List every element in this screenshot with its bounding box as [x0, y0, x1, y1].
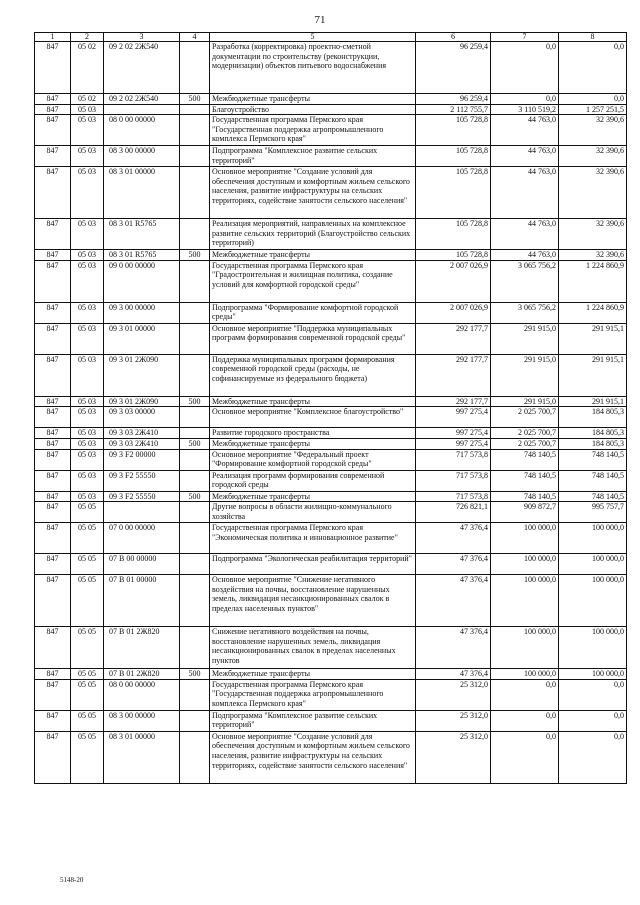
expense-type-code: [180, 428, 210, 439]
expense-type-code: 500: [180, 491, 210, 502]
amount-year-3: 32 390,6: [559, 115, 627, 146]
section-code: 05 03: [71, 396, 104, 407]
table-row: [35, 115, 627, 146]
amount-year-1: 47 376,4: [416, 669, 491, 680]
amount-year-3: 184 805,3: [559, 407, 627, 428]
expense-type-code: [180, 42, 210, 94]
amount-year-2: 291 915,0: [491, 323, 559, 354]
chapter-code: 847: [35, 491, 71, 502]
target-article-code: 09 3 F2 55550: [104, 491, 180, 502]
amount-year-2: 100 000,0: [491, 523, 559, 554]
target-article-code: [104, 502, 180, 523]
section-code: 05 03: [71, 219, 104, 250]
item-name: Государственная программа Пермского края "Градостроительная и жилищная политика, создание условий для комфортной городской среды": [210, 260, 416, 302]
column-number: 4: [180, 33, 210, 42]
amount-year-1: 997 275,4: [416, 428, 491, 439]
item-name: Благоустройство: [210, 104, 416, 115]
section-code: 05 03: [71, 438, 104, 449]
target-article-code: 09 3 F2 55550: [104, 470, 180, 491]
target-article-code: 08 3 01 R5765: [104, 250, 180, 261]
table-row: [35, 302, 627, 323]
amount-year-1: 717 573,8: [416, 449, 491, 470]
item-name: Снижение негативного воздействия на почвы, восстановление нарушенных земель, ликвидация несанкционированных свалок в пределах населенных пунктов: [210, 627, 416, 669]
table-row: [35, 250, 627, 261]
item-name: Межбюджетные трансферты: [210, 396, 416, 407]
amount-year-2: 909 872,7: [491, 502, 559, 523]
amount-year-3: 100 000,0: [559, 575, 627, 627]
section-code: 05 03: [71, 491, 104, 502]
amount-year-2: 0,0: [491, 710, 559, 731]
table-row: [35, 710, 627, 731]
column-number: 3: [104, 33, 180, 42]
amount-year-1: 997 275,4: [416, 407, 491, 428]
table-row: [35, 470, 627, 491]
item-name: Подпрограмма "Комплексное развитие сельских территорий": [210, 146, 416, 167]
chapter-code: 847: [35, 470, 71, 491]
expense-type-code: 500: [180, 438, 210, 449]
amount-year-2: 100 000,0: [491, 554, 559, 575]
section-code: 05 03: [71, 470, 104, 491]
amount-year-3: 995 757,7: [559, 502, 627, 523]
section-code: 05 05: [71, 627, 104, 669]
table-row: [35, 449, 627, 470]
expense-type-code: [180, 502, 210, 523]
chapter-code: 847: [35, 146, 71, 167]
target-article-code: 09 3 03 2Ж410: [104, 438, 180, 449]
amount-year-1: 47 376,4: [416, 627, 491, 669]
column-number-row: [35, 33, 627, 42]
table-row: [35, 407, 627, 428]
expense-type-code: [180, 470, 210, 491]
amount-year-2: 2 025 700,7: [491, 428, 559, 439]
amount-year-1: 105 728,8: [416, 146, 491, 167]
chapter-code: 847: [35, 731, 71, 783]
amount-year-2: 3 065 756,2: [491, 302, 559, 323]
chapter-code: 847: [35, 42, 71, 94]
amount-year-1: 105 728,8: [416, 115, 491, 146]
target-article-code: 09 3 01 00000: [104, 323, 180, 354]
amount-year-1: 717 573,8: [416, 491, 491, 502]
section-code: 05 05: [71, 679, 104, 710]
expense-type-code: [180, 679, 210, 710]
target-article-code: 09 3 03 2Ж410: [104, 428, 180, 439]
amount-year-2: 3 110 519,2: [491, 104, 559, 115]
section-code: 05 02: [71, 94, 104, 105]
amount-year-2: 2 025 700,7: [491, 438, 559, 449]
amount-year-3: 184 805,3: [559, 438, 627, 449]
item-name: Подпрограмма "Комплексное развитие сельских территорий": [210, 710, 416, 731]
expense-type-code: [180, 146, 210, 167]
target-article-code: 08 3 00 00000: [104, 146, 180, 167]
target-article-code: 08 3 00 00000: [104, 710, 180, 731]
expense-type-code: [180, 449, 210, 470]
chapter-code: 847: [35, 250, 71, 261]
table-row: [35, 575, 627, 627]
item-name: Основное мероприятие "Поддержка муниципальных программ формирования современной городской среды": [210, 323, 416, 354]
table-row: [35, 491, 627, 502]
target-article-code: 07 B 01 2Ж820: [104, 627, 180, 669]
chapter-code: 847: [35, 669, 71, 680]
amount-year-1: 2 007 026,9: [416, 260, 491, 302]
amount-year-3: 32 390,6: [559, 219, 627, 250]
expense-type-code: [180, 219, 210, 250]
expense-type-code: [180, 407, 210, 428]
amount-year-1: 717 573,8: [416, 470, 491, 491]
chapter-code: 847: [35, 354, 71, 396]
amount-year-3: 0,0: [559, 42, 627, 94]
target-article-code: 09 3 F2 00000: [104, 449, 180, 470]
target-article-code: 08 0 00 00000: [104, 115, 180, 146]
section-code: 05 05: [71, 710, 104, 731]
amount-year-3: 32 390,6: [559, 250, 627, 261]
section-code: 05 05: [71, 523, 104, 554]
item-name: Реализация мероприятий, направленных на комплексное развитие сельских территорий (Благоустройство сельских территорий): [210, 219, 416, 250]
amount-year-2: 3 065 756,2: [491, 260, 559, 302]
amount-year-1: 292 177,7: [416, 354, 491, 396]
amount-year-1: 997 275,4: [416, 438, 491, 449]
expense-type-code: [180, 627, 210, 669]
amount-year-2: 44 763,0: [491, 250, 559, 261]
section-code: 05 03: [71, 449, 104, 470]
item-name: Межбюджетные трансферты: [210, 250, 416, 261]
target-article-code: 07 B 01 00000: [104, 575, 180, 627]
section-code: 05 03: [71, 115, 104, 146]
chapter-code: 847: [35, 323, 71, 354]
table-row: [35, 669, 627, 680]
item-name: Межбюджетные трансферты: [210, 94, 416, 105]
table-row: [35, 438, 627, 449]
amount-year-3: 32 390,6: [559, 167, 627, 219]
amount-year-1: 2 007 026,9: [416, 302, 491, 323]
amount-year-1: 47 376,4: [416, 523, 491, 554]
chapter-code: 847: [35, 167, 71, 219]
expense-type-code: 500: [180, 94, 210, 105]
amount-year-1: 2 112 755,7: [416, 104, 491, 115]
table-row: [35, 428, 627, 439]
section-code: 05 03: [71, 146, 104, 167]
amount-year-2: 44 763,0: [491, 146, 559, 167]
section-code: 05 03: [71, 260, 104, 302]
target-article-code: 09 3 00 00000: [104, 302, 180, 323]
amount-year-2: 0,0: [491, 42, 559, 94]
item-name: Основное мероприятие "Создание условий для обеспечения доступным и комфортным жильем сельского населения, развитие инфраструктуры на сельских территориях, содействие занятости сельского населения": [210, 731, 416, 783]
table-body: [35, 42, 627, 784]
amount-year-2: 291 915,0: [491, 396, 559, 407]
amount-year-3: 1 257 251,5: [559, 104, 627, 115]
target-article-code: 09 3 01 2Ж090: [104, 396, 180, 407]
target-article-code: 09 3 03 00000: [104, 407, 180, 428]
column-number: 2: [71, 33, 104, 42]
expense-type-code: [180, 710, 210, 731]
chapter-code: 847: [35, 710, 71, 731]
expense-type-code: [180, 260, 210, 302]
target-article-code: 09 2 02 2Ж540: [104, 42, 180, 94]
amount-year-1: 25 312,0: [416, 679, 491, 710]
section-code: 05 03: [71, 250, 104, 261]
amount-year-3: 0,0: [559, 94, 627, 105]
amount-year-2: 100 000,0: [491, 575, 559, 627]
amount-year-1: 726 821,1: [416, 502, 491, 523]
item-name: Развитие городского пространства: [210, 428, 416, 439]
amount-year-2: 748 140,5: [491, 491, 559, 502]
amount-year-3: 748 140,5: [559, 470, 627, 491]
table-row: [35, 523, 627, 554]
amount-year-3: 291 915,1: [559, 354, 627, 396]
amount-year-2: 44 763,0: [491, 167, 559, 219]
item-name: Межбюджетные трансферты: [210, 669, 416, 680]
expense-type-code: [180, 323, 210, 354]
item-name: Основное мероприятие "Федеральный проект "Формирование комфортной городской среды": [210, 449, 416, 470]
expense-type-code: [180, 104, 210, 115]
amount-year-1: 96 259,4: [416, 42, 491, 94]
expense-type-code: 500: [180, 250, 210, 261]
amount-year-1: 292 177,7: [416, 396, 491, 407]
item-name: Основное мероприятие "Создание условий для обеспечения доступным и комфортным жильем сельского населения, развитие инфраструктуры на сельских территориях, содействие занятости сельского населения": [210, 167, 416, 219]
chapter-code: 847: [35, 94, 71, 105]
amount-year-1: 47 376,4: [416, 554, 491, 575]
table-row: [35, 167, 627, 219]
chapter-code: 847: [35, 554, 71, 575]
amount-year-1: 105 728,8: [416, 219, 491, 250]
amount-year-2: 291 915,0: [491, 354, 559, 396]
target-article-code: 08 3 01 R5765: [104, 219, 180, 250]
target-article-code: 09 2 02 2Ж540: [104, 94, 180, 105]
amount-year-3: 100 000,0: [559, 554, 627, 575]
amount-year-1: 96 259,4: [416, 94, 491, 105]
section-code: 05 03: [71, 354, 104, 396]
expense-type-code: [180, 523, 210, 554]
chapter-code: 847: [35, 219, 71, 250]
amount-year-3: 291 915,1: [559, 323, 627, 354]
amount-year-3: 291 915,1: [559, 396, 627, 407]
section-code: 05 03: [71, 104, 104, 115]
table-row: [35, 219, 627, 250]
table-row: [35, 396, 627, 407]
amount-year-3: 748 140,5: [559, 491, 627, 502]
item-name: Межбюджетные трансферты: [210, 438, 416, 449]
section-code: 05 03: [71, 428, 104, 439]
chapter-code: 847: [35, 302, 71, 323]
item-name: Подпрограмма "Формирование комфортной городской среды": [210, 302, 416, 323]
section-code: 05 05: [71, 554, 104, 575]
expense-type-code: [180, 115, 210, 146]
chapter-code: 847: [35, 428, 71, 439]
item-name: Поддержка муниципальных программ формирования современной городской среды (расходы, не софинансируемые из федерального бюджета): [210, 354, 416, 396]
chapter-code: 847: [35, 260, 71, 302]
amount-year-2: 44 763,0: [491, 219, 559, 250]
column-number: 5: [210, 33, 416, 42]
amount-year-3: 0,0: [559, 679, 627, 710]
amount-year-3: 100 000,0: [559, 669, 627, 680]
target-article-code: 09 0 00 00000: [104, 260, 180, 302]
table-row: [35, 260, 627, 302]
chapter-code: 847: [35, 449, 71, 470]
table-row: [35, 731, 627, 783]
amount-year-2: 44 763,0: [491, 115, 559, 146]
target-article-code: 07 B 00 00000: [104, 554, 180, 575]
amount-year-1: 105 728,8: [416, 167, 491, 219]
chapter-code: 847: [35, 627, 71, 669]
expense-type-code: [180, 575, 210, 627]
chapter-code: 847: [35, 407, 71, 428]
table-row: [35, 42, 627, 94]
section-code: 05 03: [71, 407, 104, 428]
item-name: Другие вопросы в области жилищно-коммунального хозяйства: [210, 502, 416, 523]
amount-year-2: 2 025 700,7: [491, 407, 559, 428]
target-article-code: 08 0 00 00000: [104, 679, 180, 710]
chapter-code: 847: [35, 523, 71, 554]
amount-year-1: 25 312,0: [416, 710, 491, 731]
section-code: 05 02: [71, 42, 104, 94]
chapter-code: 847: [35, 502, 71, 523]
section-code: 05 05: [71, 731, 104, 783]
target-article-code: 08 3 01 00000: [104, 167, 180, 219]
footer-code: 5148-20: [60, 876, 84, 884]
item-name: Реализация программ формирования современной городской среды: [210, 470, 416, 491]
column-number: 8: [559, 33, 627, 42]
budget-table: [34, 32, 627, 784]
column-number: 1: [35, 33, 71, 42]
section-code: 05 03: [71, 302, 104, 323]
item-name: Подпрограмма "Экологическая реабилитация территорий": [210, 554, 416, 575]
section-code: 05 05: [71, 669, 104, 680]
chapter-code: 847: [35, 104, 71, 115]
section-code: 05 03: [71, 167, 104, 219]
table-row: [35, 323, 627, 354]
item-name: Межбюджетные трансферты: [210, 491, 416, 502]
amount-year-3: 0,0: [559, 731, 627, 783]
amount-year-3: 184 805,3: [559, 428, 627, 439]
amount-year-3: 100 000,0: [559, 523, 627, 554]
target-article-code: 07 0 00 00000: [104, 523, 180, 554]
table-row: [35, 146, 627, 167]
amount-year-3: 748 140,5: [559, 449, 627, 470]
table-row: [35, 627, 627, 669]
expense-type-code: [180, 731, 210, 783]
amount-year-2: 100 000,0: [491, 627, 559, 669]
column-number: 6: [416, 33, 491, 42]
target-article-code: 08 3 01 00000: [104, 731, 180, 783]
expense-type-code: [180, 354, 210, 396]
expense-type-code: [180, 302, 210, 323]
chapter-code: 847: [35, 396, 71, 407]
amount-year-2: 0,0: [491, 94, 559, 105]
item-name: Государственная программа Пермского края "Государственная поддержка агропромышленного комплекса Пермского края": [210, 115, 416, 146]
item-name: Разработка (корректировка) проектно-сметной документации по строительству (реконструкции, модернизации) объектов питьевого водоснабжения: [210, 42, 416, 94]
amount-year-1: 25 312,0: [416, 731, 491, 783]
table-row: [35, 94, 627, 105]
expense-type-code: 500: [180, 669, 210, 680]
item-name: Основное мероприятие "Снижение негативного воздействия на почвы, восстановление нарушенных земель, ликвидация несанкционированных свалок в пределах населенных пунктов": [210, 575, 416, 627]
item-name: Государственная программа Пермского края "Экономическая политика и инновационное развитие": [210, 523, 416, 554]
amount-year-2: 748 140,5: [491, 470, 559, 491]
chapter-code: 847: [35, 679, 71, 710]
target-article-code: [104, 104, 180, 115]
table-row: [35, 554, 627, 575]
amount-year-2: 100 000,0: [491, 669, 559, 680]
item-name: Государственная программа Пермского края "Государственная поддержка агропромышленного комплекса Пермского края": [210, 679, 416, 710]
amount-year-1: 292 177,7: [416, 323, 491, 354]
amount-year-3: 32 390,6: [559, 146, 627, 167]
amount-year-1: 47 376,4: [416, 575, 491, 627]
amount-year-3: 100 000,0: [559, 627, 627, 669]
section-code: 05 05: [71, 575, 104, 627]
table-row: [35, 104, 627, 115]
table-row: [35, 679, 627, 710]
amount-year-2: 0,0: [491, 731, 559, 783]
amount-year-3: 1 224 860,9: [559, 302, 627, 323]
chapter-code: 847: [35, 575, 71, 627]
amount-year-2: 0,0: [491, 679, 559, 710]
item-name: Основное мероприятие "Комплексное благоустройство": [210, 407, 416, 428]
amount-year-1: 105 728,8: [416, 250, 491, 261]
chapter-code: 847: [35, 438, 71, 449]
expense-type-code: 500: [180, 396, 210, 407]
column-number: 7: [491, 33, 559, 42]
section-code: 05 05: [71, 502, 104, 523]
section-code: 05 03: [71, 323, 104, 354]
table-row: [35, 502, 627, 523]
page-number: 71: [314, 14, 326, 26]
expense-type-code: [180, 167, 210, 219]
table-row: [35, 354, 627, 396]
amount-year-2: 748 140,5: [491, 449, 559, 470]
target-article-code: 09 3 01 2Ж090: [104, 354, 180, 396]
expense-type-code: [180, 554, 210, 575]
amount-year-3: 1 224 860,9: [559, 260, 627, 302]
chapter-code: 847: [35, 115, 71, 146]
target-article-code: 07 B 01 2Ж820: [104, 669, 180, 680]
amount-year-3: 0,0: [559, 710, 627, 731]
